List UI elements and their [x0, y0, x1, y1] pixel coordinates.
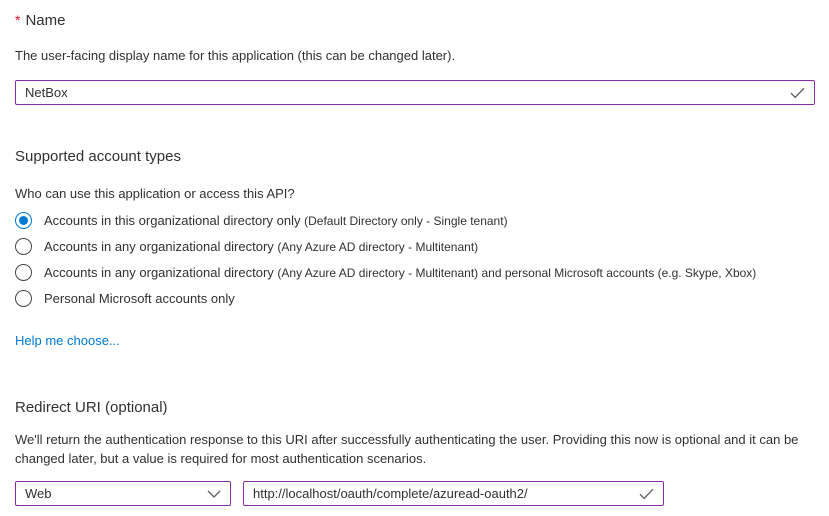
radio-option-multitenant[interactable] [15, 233, 815, 259]
name-title-text: Name [25, 12, 66, 29]
radio-label-main: Accounts in this organizational directory only [44, 212, 305, 228]
account-types-radio-group [15, 207, 815, 311]
radio-option-label [44, 265, 756, 280]
radio-button-icon[interactable] [15, 264, 32, 281]
radio-button-icon[interactable] [15, 238, 32, 255]
account-types-title: Supported account types [15, 148, 181, 165]
redirect-uri-input[interactable] [253, 482, 631, 505]
radio-label-main: Personal Microsoft accounts only [44, 290, 235, 306]
radio-label-main: Accounts in any organizational directory [44, 238, 278, 254]
redirect-uri-description: We'll return the authentication response to this URI after successfully authenticating the user. Providing this now is optional and it can be changed later, but a value is required for most authentication scenarios. [15, 432, 799, 466]
radio-label-main: Accounts in any organizational directory [44, 264, 278, 280]
radio-option-personal-only[interactable] [15, 285, 815, 311]
name-input[interactable] [25, 81, 782, 104]
radio-option-label [44, 213, 508, 228]
platform-select-value: Web [25, 486, 52, 501]
radio-label-detail: (Any Azure AD directory - Multitenant) and personal Microsoft accounts (e.g. Skype, Xbox) [277, 265, 757, 280]
radio-button-icon[interactable] [15, 212, 32, 229]
radio-option-label [44, 239, 478, 254]
redirect-uri-title: Redirect URI (optional) [15, 399, 168, 416]
chevron-down-icon [207, 490, 221, 498]
name-description: The user-facing display name for this application (this can be changed later). [15, 48, 456, 63]
platform-select[interactable] [15, 481, 231, 506]
valid-checkmark-icon [639, 488, 654, 500]
radio-option-label [44, 291, 235, 306]
radio-option-single-tenant[interactable] [15, 207, 815, 233]
redirect-uri-row [15, 481, 815, 506]
name-input-box[interactable] [15, 80, 815, 105]
radio-label-detail: (Any Azure AD directory - Multitenant) [277, 239, 479, 254]
redirect-uri-input-box[interactable] [243, 481, 664, 506]
required-asterisk: * [15, 12, 21, 28]
help-me-choose-link[interactable]: Help me choose... [15, 333, 120, 348]
radio-option-multitenant-personal[interactable] [15, 259, 815, 285]
name-section-title [15, 12, 815, 29]
radio-label-detail: (Default Directory only - Single tenant) [304, 213, 508, 228]
valid-checkmark-icon [790, 87, 805, 99]
radio-button-icon[interactable] [15, 290, 32, 307]
account-types-question: Who can use this application or access this API? [15, 186, 295, 201]
